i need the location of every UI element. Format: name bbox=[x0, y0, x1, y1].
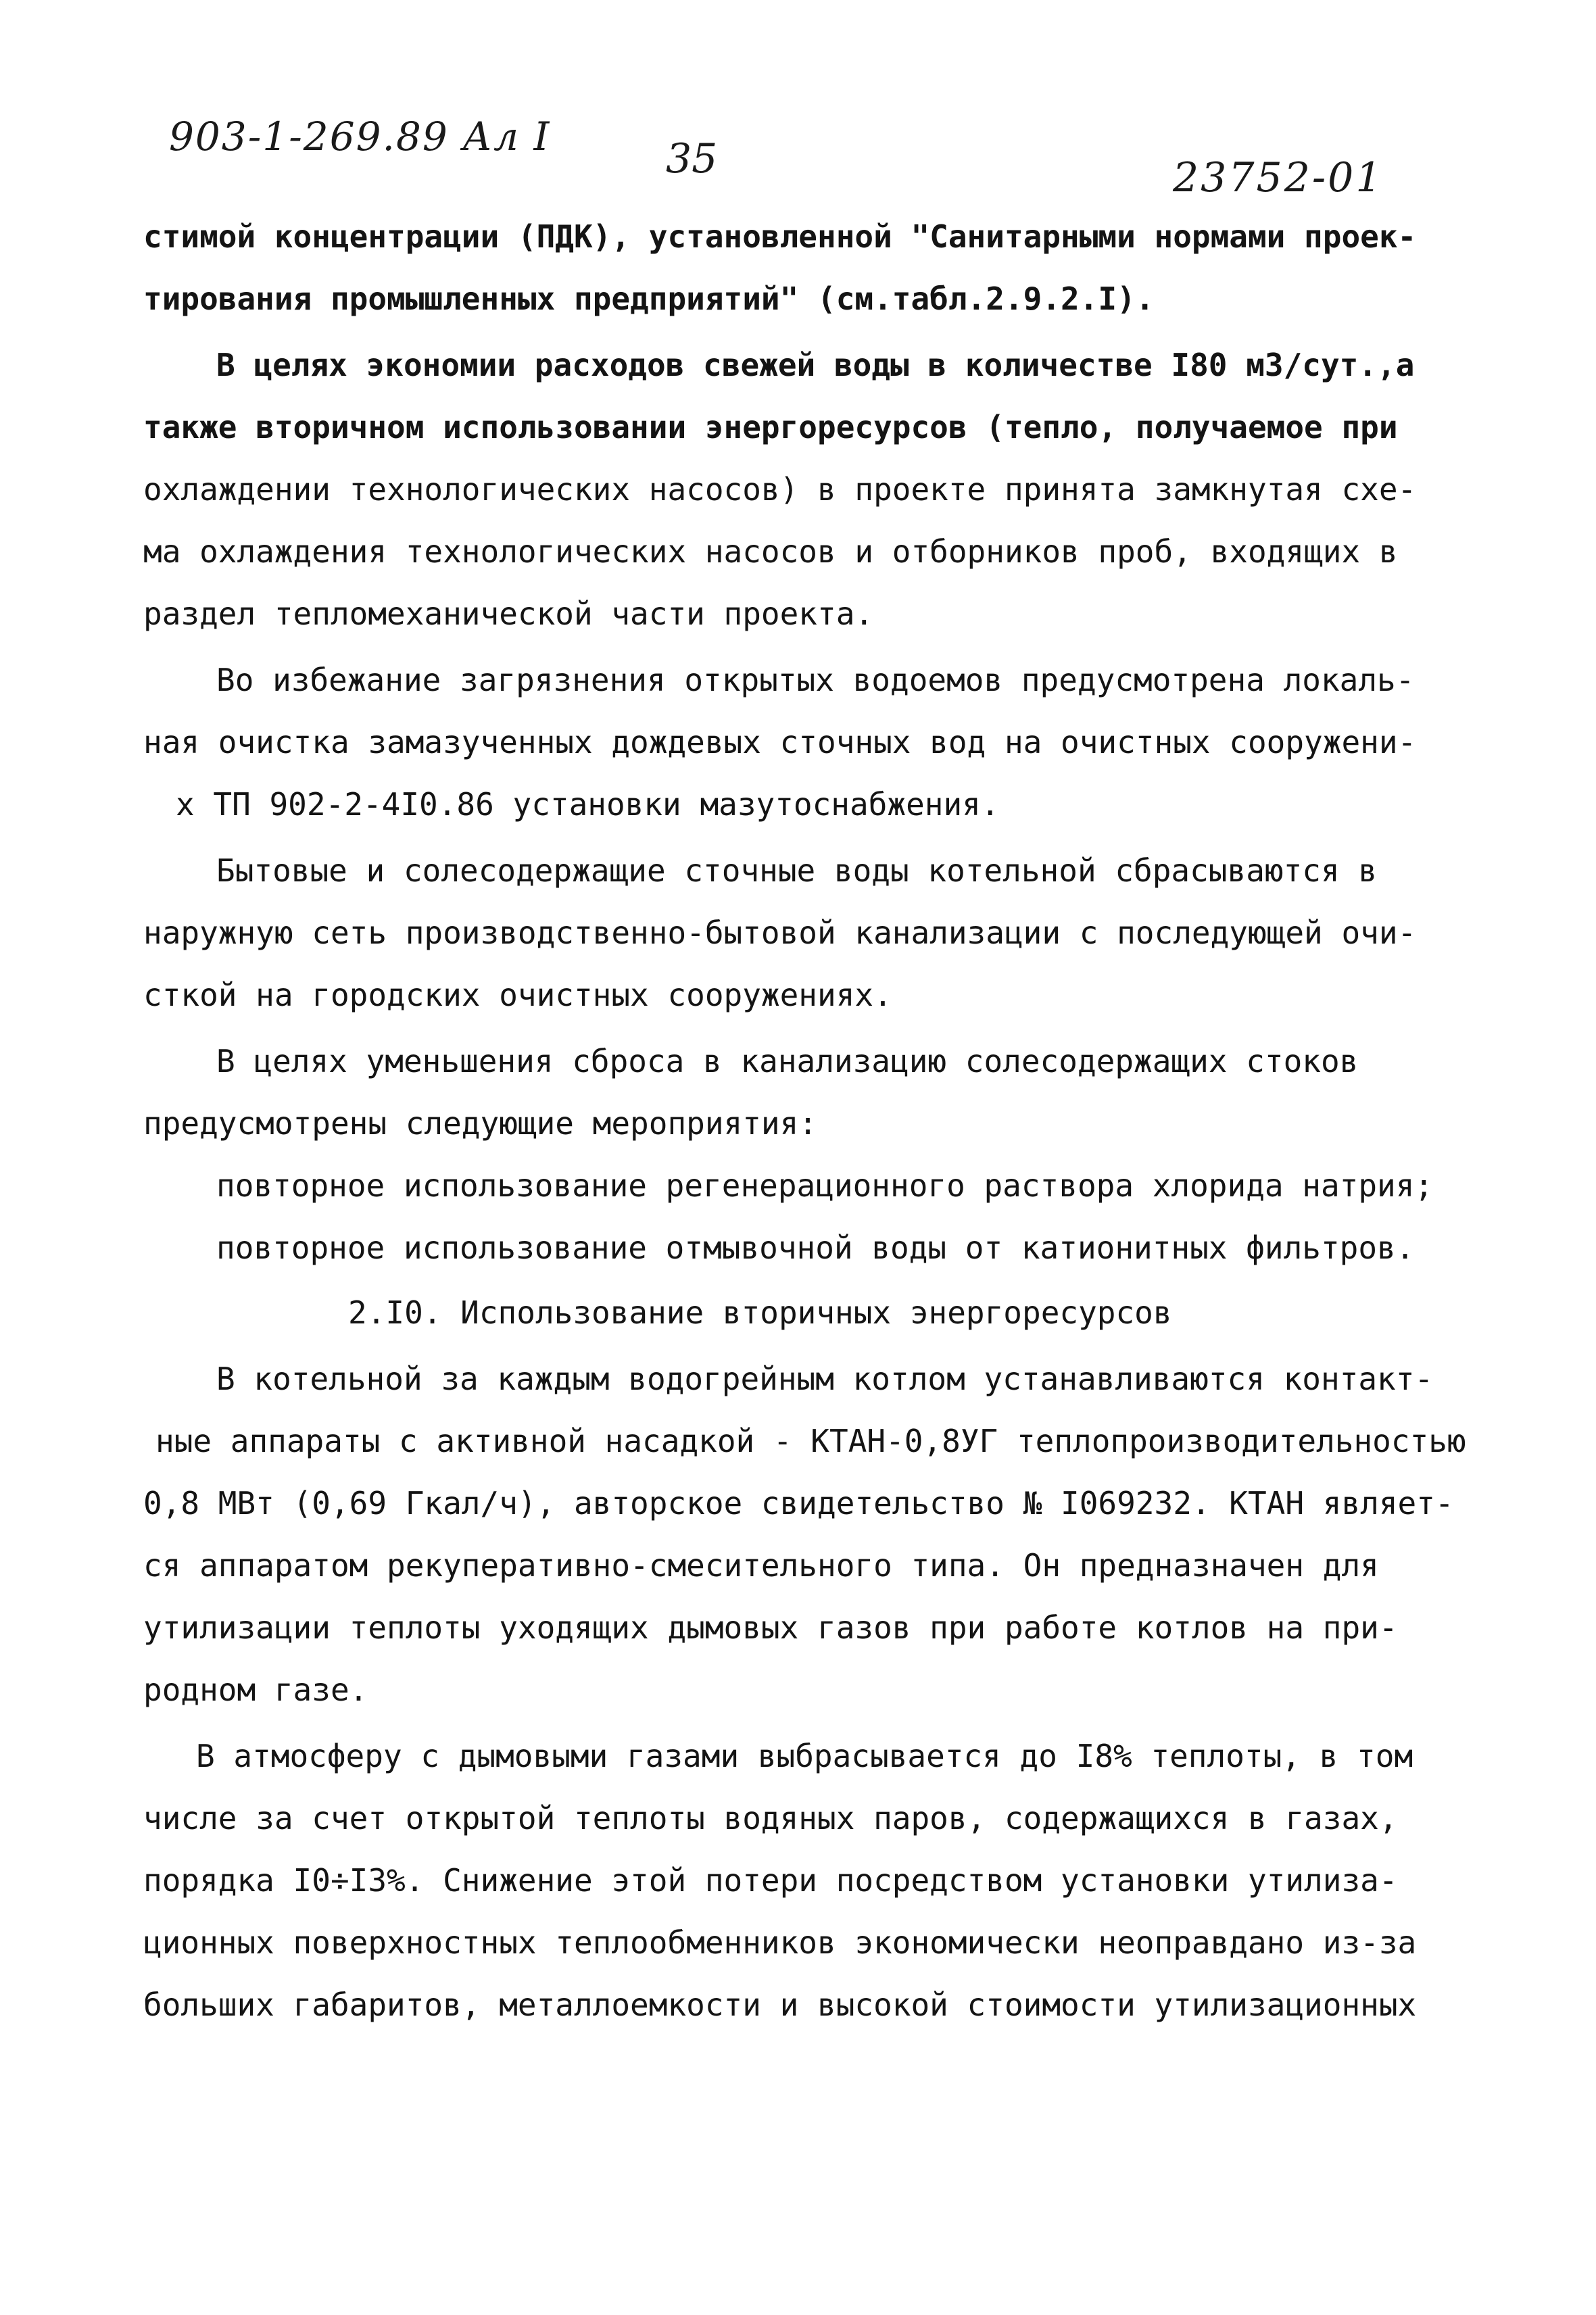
text-line: охлаждении технологических насосов) в проекте принята замкнутая схе- bbox=[143, 471, 1417, 508]
text-line: ционных поверхностных теплообменников экономически неоправдано из-за bbox=[143, 1924, 1417, 1961]
text-line: наружную сеть производственно-бытовой канализации с последующей очи- bbox=[143, 915, 1417, 951]
text-line: ма охлаждения технологических насосов и отборников проб, входящих в bbox=[143, 533, 1398, 570]
sheet-code: 23752-01 bbox=[1173, 154, 1384, 201]
text-line: больших габаритов, металлоемкости и высокой стоимости утилизационных bbox=[143, 1987, 1417, 2023]
text-line: 0,8 МВт (0,69 Гкал/ч), авторское свидетельство № I069232. КТАН являет- bbox=[143, 1485, 1454, 1521]
text-line: тирования промышленных предприятий" (см.табл.2.9.2.I). bbox=[143, 281, 1155, 317]
text-line: также вторичном использовании энергоресурсов (тепло, получаемое при bbox=[143, 409, 1398, 445]
text-line: сткой на городских очистных сооружениях. bbox=[143, 977, 892, 1013]
document-code: 903-1-269.89 Ал I bbox=[169, 114, 551, 160]
text-line: В целях уменьшения сброса в канализацию солесодержащих стоков bbox=[216, 1043, 1359, 1079]
text-line: ные аппараты с активной насадкой - КТАН-0,8УГ теплопроизводительностью bbox=[155, 1423, 1466, 1459]
page-number: 35 bbox=[666, 135, 718, 182]
list-item: повторное использование регенерационного раствора хлорида натрия; bbox=[216, 1167, 1434, 1204]
text-line: х ТП 902-2-4I0.86 установки мазутоснабжения. bbox=[176, 786, 1000, 823]
list-item: повторное использование отмывочной воды от катионитных фильтров. bbox=[216, 1229, 1415, 1266]
text-line: родном газе. bbox=[143, 1672, 368, 1708]
text-line: ся аппаратом рекуперативно-смесительного типа. Он предназначен для bbox=[143, 1547, 1379, 1584]
text-line: утилизации теплоты уходящих дымовых газов при работе котлов на при- bbox=[143, 1609, 1398, 1646]
section-heading: 2.I0. Использование вторичных энергоресурсов bbox=[348, 1294, 1172, 1331]
text-line: ная очистка замазученных дождевых сточных вод на очистных сооружени- bbox=[143, 724, 1417, 760]
text-line: Бытовые и солесодержащие сточные воды котельной сбрасываются в bbox=[216, 852, 1378, 889]
text-line: В целях экономии расходов свежей воды в количестве I80 м3/сут.,а bbox=[216, 347, 1415, 383]
text-line: В котельной за каждым водогрейным котлом устанавливаются контакт- bbox=[216, 1361, 1434, 1397]
text-line: Во избежание загрязнения открытых водоемов предусмотрена локаль- bbox=[216, 662, 1415, 698]
text-line: порядка I0÷I3%. Снижение этой потери посредством установки утилиза- bbox=[143, 1862, 1398, 1899]
text-line: стимой концентрации (ПДК), установленной "Санитарными нормами проек- bbox=[143, 218, 1417, 255]
text-line: В атмосферу с дымовыми газами выбрасывается до I8% теплоты, в том bbox=[196, 1738, 1413, 1774]
text-line: раздел тепломеханической части проекта. bbox=[143, 595, 874, 632]
text-line: числе за счет открытой теплоты водяных паров, содержащихся в газах, bbox=[143, 1800, 1398, 1836]
text-line: предусмотрены следующие мероприятия: bbox=[143, 1105, 817, 1142]
